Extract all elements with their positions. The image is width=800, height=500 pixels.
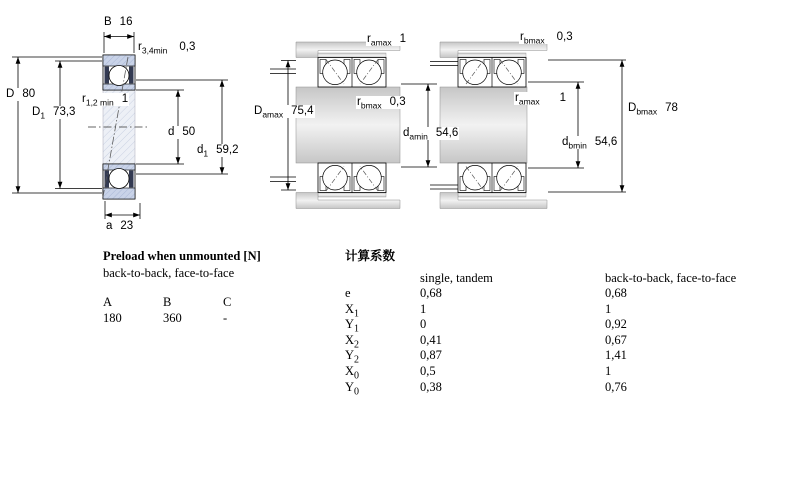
factor-row-x2: $X_2$ 0,41 0,67: [345, 332, 627, 351]
preload-value-C: -: [223, 311, 228, 325]
ball: [357, 60, 382, 85]
seal-right: [129, 67, 134, 84]
outer-ring: [103, 55, 135, 66]
preload-value-B: 360: [163, 311, 182, 325]
ball: [497, 60, 522, 85]
outer-ring: [103, 188, 135, 199]
preload-value-row: [103, 310, 283, 326]
preload-header-row: [103, 294, 283, 310]
factor-row-y2: $Y_2$ 0,87 1,41: [345, 348, 627, 366]
factors-header-row: [345, 270, 775, 286]
dim-label-dbmin: $d_{bmin}$ 54,6: [562, 136, 618, 151]
dimension-ticks: [528, 60, 626, 192]
bearing-pair-top: [318, 58, 386, 88]
dim-label-outer-diameter-D: D 80: [6, 88, 36, 100]
factor-row-y1: $Y_1$ 0 0,92: [345, 317, 627, 335]
seal-left: [105, 171, 110, 188]
ball: [323, 60, 348, 85]
dim-label-r12min: $r_{1,2 min}$ 1: [82, 93, 129, 108]
housing-seat-strip-bottom: [318, 193, 386, 198]
preload-col-C: C: [223, 295, 232, 309]
ball: [497, 165, 522, 190]
seal-right: [129, 171, 134, 188]
preload-col-A: A: [103, 295, 113, 309]
ball: [323, 165, 348, 190]
bearing-pair-bottom: [318, 163, 386, 193]
factor-row-x1: $X_1$ 1 1: [345, 301, 612, 320]
dim-label-rbmax-a: $r_{bmax}$ 0,3: [357, 96, 406, 111]
bearing-pair-top: [458, 58, 526, 88]
calculation-factors-table: [345, 248, 775, 398]
col-header-back-to-back: back-to-back, face-to-face: [605, 271, 737, 285]
dim-label-r34min: $r_{3,4min}$ 0,3: [138, 41, 196, 56]
dim-label-a: a 23: [106, 220, 134, 232]
preload-title: Preload when unmounted [N]: [103, 249, 261, 263]
dim-label-width-B: B 16: [104, 16, 133, 28]
housing-seat-strip-top: [318, 53, 386, 58]
ball: [109, 66, 129, 86]
col-header-single-tandem: single, tandem: [420, 271, 493, 285]
paired-bearing-drawing-b: [430, 42, 626, 209]
housing-seat-strip-bottom: [458, 193, 526, 198]
factor-row-y0: $Y_0$ 0,38 0,76: [345, 379, 627, 398]
preload-value-A: 180: [103, 311, 122, 325]
factor-row-x0: $X_0$ 0,5 1: [345, 363, 612, 382]
dim-label-Damax: $D_{amax}$ 75,4: [254, 105, 314, 120]
dim-label-D1: $D_1$ 73,3: [32, 106, 76, 121]
ball: [357, 165, 382, 190]
dim-label-Dbmax: $D_{bmax}$ 78: [628, 102, 678, 117]
housing-seat-strip-top: [458, 53, 526, 58]
dim-label-ramax-b: $r_{amax}$ 1: [515, 92, 567, 107]
dim-label-damin: $d_{amin}$ 54,6: [403, 127, 459, 142]
factors-title: 计算系数: [345, 249, 396, 263]
preload-table: [103, 248, 283, 326]
seal-left: [105, 67, 110, 84]
bearing-pair-bottom: [458, 163, 526, 193]
ball: [463, 165, 488, 190]
ball: [109, 169, 129, 189]
factor-row-e: e 0,68 0,68: [345, 286, 627, 300]
dim-label-rbmax-b: $r_{bmax}$ 0,3: [520, 31, 573, 46]
preload-col-B: B: [163, 295, 172, 309]
bearing-cross-section-top: [103, 55, 135, 90]
dim-label-ramax-a: $r_{amax}$ 1: [367, 33, 407, 48]
dim-label-d1: $d_1$ 59,2: [197, 144, 239, 159]
bore-edge-lines: [270, 69, 296, 182]
preload-subtitle: back-to-back, face-to-face: [103, 266, 235, 280]
dim-label-bore-d: d 50: [168, 126, 196, 138]
paired-bearing-drawing-a: [270, 42, 437, 209]
